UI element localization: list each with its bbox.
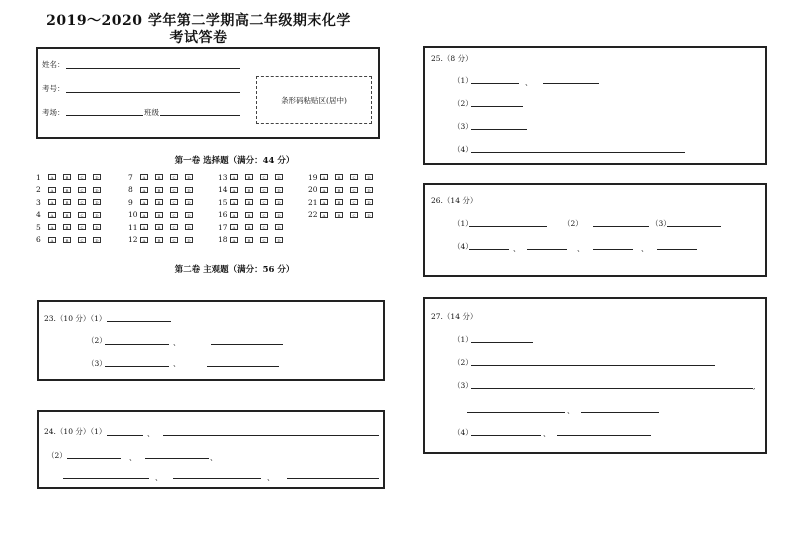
question-number: 13 [218,172,228,182]
choice-bubble[interactable]: A [320,174,328,180]
choice-row [218,236,290,244]
choice-bubble[interactable]: D [365,199,373,205]
q23-head: 23.（10 分）（1） [44,314,107,323]
q24-sep: 、 [210,453,218,462]
q27-3a-blank[interactable] [471,388,753,389]
name-label: 姓名： [42,60,65,69]
q23-sep: 、 [173,338,181,347]
choice-bubble[interactable]: C [78,199,86,205]
choice-row [36,236,108,244]
exam-no-field[interactable] [66,92,240,93]
exam-no-label: 考号： [42,84,65,93]
q25-p1-label: （1） [453,76,473,85]
choice-bubble[interactable]: D [93,199,101,205]
choice-bubble[interactable]: A [48,174,56,180]
choice-bubble[interactable]: D [275,174,283,180]
choice-bubble[interactable]: D [275,237,283,243]
choice-bubble[interactable]: D [275,187,283,193]
choice-bubble[interactable]: A [48,187,56,193]
choice-bubble[interactable]: C [78,174,86,180]
q27-4a-blank[interactable] [471,435,541,436]
question-number: 11 [128,222,138,232]
q24-2a-blank[interactable] [67,458,121,459]
q25-4-blank[interactable] [471,152,685,153]
q26-3-blank[interactable] [667,226,721,227]
choice-bubble[interactable]: A [48,237,56,243]
choice-bubble[interactable]: B [245,174,253,180]
choice-bubble[interactable]: A [140,187,148,193]
q24-2d-blank[interactable] [173,478,261,479]
q27-box [423,297,767,454]
choice-bubble[interactable]: D [365,174,373,180]
choice-bubble[interactable]: C [170,237,178,243]
q27-3b-blank[interactable] [467,412,565,413]
choice-bubble[interactable]: B [63,199,71,205]
choice-row [308,173,380,181]
choice-bubble[interactable]: D [93,212,101,218]
choice-row [128,198,200,206]
class-field[interactable] [160,115,240,116]
question-number: 14 [218,185,228,194]
q27-4b-blank[interactable] [557,435,651,436]
q25-head: 25.（8 分） [431,54,473,63]
q25-sep: 、 [525,78,533,87]
choice-bubble[interactable]: C [350,199,358,205]
q24-sep: 、 [155,473,163,482]
q26-2-blank[interactable] [593,226,649,227]
choice-row [218,186,290,194]
q26-p3-label: （3） [651,219,671,228]
choice-bubble[interactable]: A [140,212,148,218]
q26-4d-blank[interactable] [657,249,697,250]
choice-bubble[interactable]: A [230,224,238,230]
choice-row [36,223,108,231]
question-number: 5 [36,222,41,232]
choice-bubble[interactable]: A [140,174,148,180]
q26-sep: 、 [641,244,649,253]
room-field[interactable] [66,115,143,116]
choice-bubble[interactable]: D [185,237,193,243]
choice-row [218,223,290,231]
question-number: 7 [128,172,133,182]
choice-bubble[interactable]: A [48,199,56,205]
question-number: 16 [218,210,228,219]
choice-bubble[interactable]: C [170,199,178,205]
q23-p3-label: （3） [87,359,107,368]
choice-bubble[interactable]: D [93,224,101,230]
choice-bubble[interactable]: C [260,199,268,205]
choice-row [128,186,200,194]
q26-sep: 、 [577,244,585,253]
choice-row [36,198,108,206]
choice-bubble[interactable]: A [320,199,328,205]
choice-bubble[interactable]: B [245,237,253,243]
choice-bubble[interactable]: C [170,174,178,180]
choice-bubble[interactable]: B [63,224,71,230]
q24-1a-blank[interactable] [107,435,143,436]
choice-bubble[interactable]: B [155,212,163,218]
q24-sep: 、 [267,473,275,482]
q26-p1-label: （1） [453,219,473,228]
q27-sep: 、 [567,406,575,415]
q24-box [37,410,385,489]
room-label: 考场： [42,108,65,117]
choice-bubble[interactable]: A [230,174,238,180]
q26-4a-blank[interactable] [469,249,509,250]
q24-sep: 、 [147,429,155,438]
choice-bubble[interactable]: C [260,237,268,243]
q27-p4-label: （4） [453,428,473,437]
question-number: 6 [36,235,41,244]
question-number: 19 [308,172,318,182]
choice-bubble[interactable]: D [275,224,283,230]
q23-p2-label: （2） [87,336,107,345]
question-number: 17 [218,222,228,232]
choice-bubble[interactable]: A [140,199,148,205]
choice-bubble[interactable]: B [335,174,343,180]
question-number: 9 [128,197,133,207]
part2-title: 第二卷 主观题（满分：56 分） [174,265,295,275]
student-info-box [36,47,380,139]
page-title: 2019～2020 学年第二学期高二年级期末化学 [46,13,351,29]
q24-2c-blank[interactable] [63,478,149,479]
choice-bubble[interactable]: D [93,237,101,243]
q26-p2-label: （2） [563,219,583,228]
q27-1-blank[interactable] [471,342,533,343]
question-number: 3 [36,197,41,207]
q25-2-blank[interactable] [471,106,523,107]
q26-4b-blank[interactable] [527,249,567,250]
q24-p2-label: （2） [47,451,67,460]
choice-bubble[interactable]: D [275,212,283,218]
choice-bubble[interactable]: B [245,224,253,230]
q23-3b-blank[interactable] [207,366,279,367]
q24-2b-blank[interactable] [145,458,209,459]
q23-3a-blank[interactable] [105,366,169,367]
name-field[interactable] [66,68,240,69]
question-number: 20 [308,185,318,194]
q23-sep: 、 [173,359,181,368]
choice-bubble[interactable]: C [78,224,86,230]
question-number: 21 [308,197,318,207]
choice-bubble[interactable]: B [155,237,163,243]
q24-2e-blank[interactable] [287,478,379,479]
q24-head: 24.（10 分）（1） [44,427,107,436]
choice-bubble[interactable]: A [230,212,238,218]
choice-row [218,211,290,219]
choice-bubble[interactable]: B [155,224,163,230]
question-number: 18 [218,235,228,244]
question-number: 2 [36,185,41,194]
choice-row [128,173,200,181]
q25-p2-label: （2） [453,99,473,108]
choice-bubble[interactable]: C [78,212,86,218]
choice-bubble[interactable]: B [155,187,163,193]
choice-bubble[interactable]: D [275,199,283,205]
q26-sep: 、 [513,244,521,253]
choice-bubble[interactable]: C [170,224,178,230]
choice-bubble[interactable]: A [320,212,328,218]
choice-bubble[interactable]: D [93,187,101,193]
choice-bubble[interactable]: B [63,237,71,243]
choice-bubble[interactable]: D [185,174,193,180]
question-number: 22 [308,210,318,219]
q26-1-blank[interactable] [469,226,547,227]
choice-bubble[interactable]: D [185,212,193,218]
q27-p1-label: （1） [453,335,473,344]
choice-bubble[interactable]: C [350,187,358,193]
barcode-label: 条形码粘贴区(居中) [281,95,347,105]
choice-bubble[interactable]: C [350,212,358,218]
q23-1-blank[interactable] [107,321,171,322]
choice-bubble[interactable]: A [230,187,238,193]
choice-row [308,198,380,206]
q27-head: 27.（14 分） [431,312,478,321]
q27-3c-blank[interactable] [581,412,659,413]
choice-bubble[interactable]: C [260,174,268,180]
choice-bubble[interactable]: D [365,212,373,218]
page-subtitle: 考试答卷 [169,30,228,46]
q24-1b-blank[interactable] [163,435,379,436]
choice-bubble[interactable]: C [170,212,178,218]
q25-p3-label: （3） [453,122,473,131]
q25-p4-label: （4） [453,145,473,154]
choice-bubble[interactable]: C [260,224,268,230]
question-number: 10 [128,210,138,219]
choice-row [218,198,290,206]
choice-bubble[interactable]: C [170,187,178,193]
question-number: 8 [128,185,133,194]
choice-row [308,186,380,194]
choice-bubble[interactable]: B [335,212,343,218]
q25-3-blank[interactable] [471,129,527,130]
choice-bubble[interactable]: B [155,199,163,205]
choice-row [128,223,200,231]
barcode-area [256,76,372,124]
choice-bubble[interactable]: B [155,174,163,180]
choice-bubble[interactable]: A [320,187,328,193]
part1-title: 第一卷 选择题（满分：44 分） [174,156,295,166]
choice-bubble[interactable]: B [335,199,343,205]
choice-bubble[interactable]: C [260,212,268,218]
q26-4c-blank[interactable] [593,249,633,250]
choice-bubble[interactable]: C [78,187,86,193]
question-number: 12 [128,235,138,244]
q25-box [423,46,767,165]
choice-bubble[interactable]: B [335,187,343,193]
choice-bubble[interactable]: B [63,174,71,180]
choice-bubble[interactable]: A [230,237,238,243]
q27-2-blank[interactable] [471,365,715,366]
choice-row [36,186,108,194]
class-label: 班级 [144,108,159,117]
choice-bubble[interactable]: B [63,212,71,218]
choice-bubble[interactable]: A [48,224,56,230]
q27-p3-label: （3） [453,381,473,390]
q27-p2-label: （2） [453,358,473,367]
choice-bubble[interactable]: A [140,237,148,243]
choice-bubble[interactable]: A [230,199,238,205]
question-number: 4 [36,210,41,219]
choice-bubble[interactable]: D [93,174,101,180]
choice-bubble[interactable]: B [245,187,253,193]
choice-bubble[interactable]: C [260,187,268,193]
choice-row [308,211,380,219]
q23-2a-blank[interactable] [105,344,169,345]
choice-row [128,211,200,219]
q26-p4-label: （4） [453,242,473,251]
q27-comma: , [753,382,756,391]
q26-box [423,183,767,277]
q24-sep: 、 [129,453,137,462]
q23-box [37,300,385,381]
choice-row [36,173,108,181]
choice-bubble[interactable]: B [245,199,253,205]
choice-bubble[interactable]: B [63,187,71,193]
choice-bubble[interactable]: C [350,174,358,180]
q27-sep: 、 [543,429,551,438]
choice-row [36,211,108,219]
choice-bubble[interactable]: A [48,212,56,218]
choice-bubble[interactable]: A [140,224,148,230]
q26-head: 26.（14 分） [431,196,478,205]
choice-bubble[interactable]: D [365,187,373,193]
choice-bubble[interactable]: D [185,224,193,230]
choice-row [128,236,200,244]
choice-row [218,173,290,181]
choice-bubble[interactable]: D [185,187,193,193]
q25-1b-blank[interactable] [543,83,599,84]
question-number: 15 [218,197,228,207]
question-number: 1 [36,172,41,182]
q23-2b-blank[interactable] [211,344,283,345]
q25-1a-blank[interactable] [471,83,519,84]
choice-bubble[interactable]: C [78,237,86,243]
choice-bubble[interactable]: D [185,199,193,205]
choice-bubble[interactable]: B [245,212,253,218]
